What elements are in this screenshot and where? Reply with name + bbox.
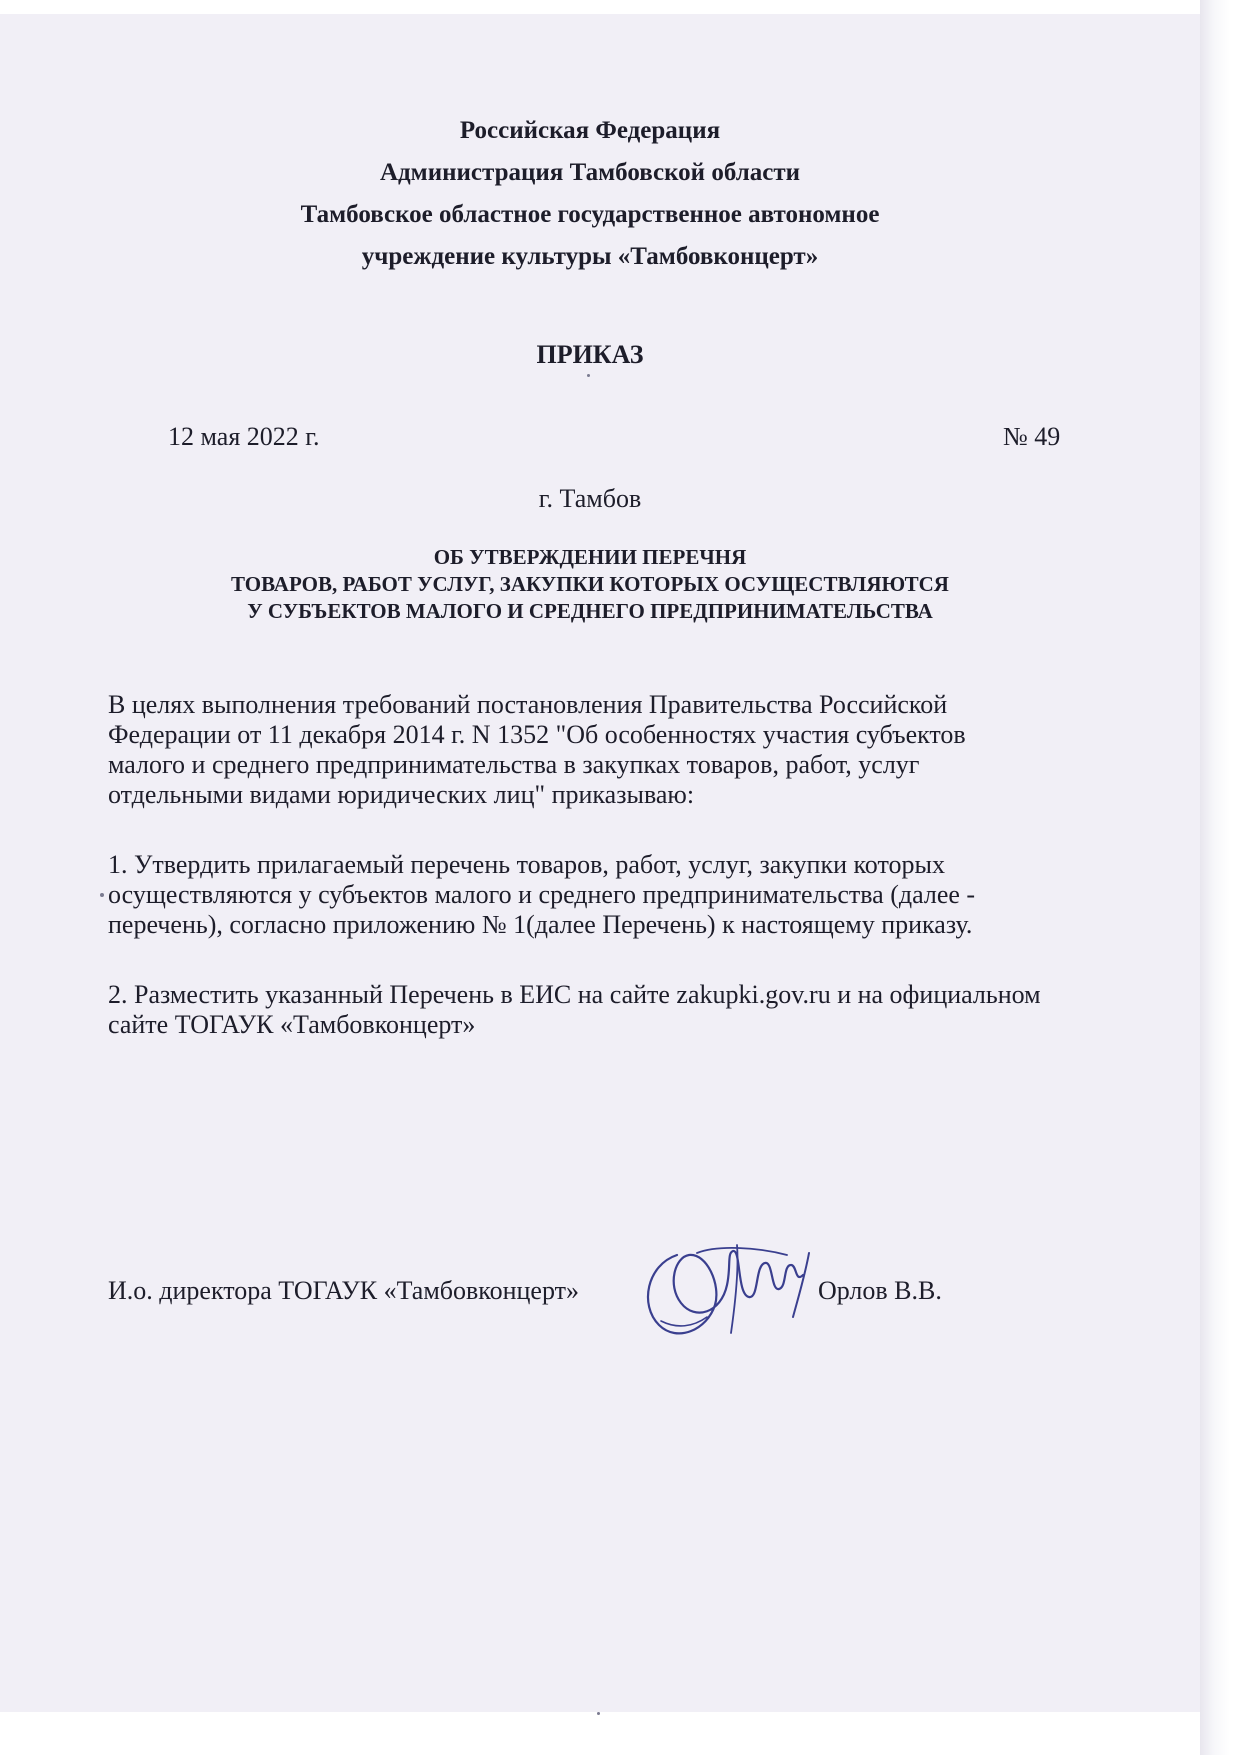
header-organization-line2: учреждение культуры «Тамбовконцерт» (361, 243, 819, 270)
paragraph-line: малого и среднего предпринимательства в закупках товаров, работ, услуг (108, 750, 920, 779)
order-item-2 (108, 980, 1128, 1040)
scan-right-edge (1200, 0, 1241, 1755)
preamble-paragraph (108, 690, 1128, 810)
document-number: № 49 (1003, 422, 1061, 451)
signatory-position: И.о. директора ТОГАУК «Тамбовконцерт» (108, 1276, 579, 1305)
paragraph-line: В целях выполнения требований постановления Правительства Российской (108, 690, 948, 719)
header-country: Российская Федерация (459, 117, 721, 144)
header-administration: Администрация Тамбовской области (379, 159, 801, 186)
scan-bottom-margin (0, 1712, 1241, 1755)
scan-speck (587, 374, 590, 377)
scan-top-margin (0, 0, 1241, 14)
paragraph-line: отдельными видами юридических лиц" приказываю: (108, 780, 695, 809)
signatory-name: Орлов В.В. (818, 1276, 942, 1305)
document-city: г. Тамбов (538, 484, 642, 513)
paragraph-line: 1. Утвердить прилагаемый перечень товаров, работ, услуг, закупки которых (108, 850, 945, 879)
order-item-1 (108, 850, 1128, 940)
document-type: ПРИКАЗ (536, 340, 644, 369)
header-organization-line1: Тамбовское областное государственное автономное (300, 201, 880, 228)
paragraph-line: осуществляются у субъектов малого и среднего предпринимательства (далее - (108, 880, 976, 909)
handwritten-signature (637, 1225, 827, 1345)
paragraph-line: перечень), согласно приложению № 1(далее Перечень) к настоящему приказу. (108, 910, 973, 939)
document-date: 12 мая 2022 г. (168, 422, 320, 451)
paragraph-line: сайте ТОГАУК «Тамбовконцерт» (108, 1010, 476, 1039)
subject-line: ОБ УТВЕРЖДЕНИИ ПЕРЕЧНЯ (433, 545, 747, 569)
subject-line: ТОВАРОВ, РАБОТ УСЛУГ, ЗАКУПКИ КОТОРЫХ ОСУЩЕСТВЛЯЮТСЯ (231, 572, 949, 596)
document-subject (0, 544, 1180, 625)
scan-speck (597, 1712, 600, 1715)
scan-speck (100, 893, 104, 897)
paragraph-line: Федерации от 11 декабря 2014 г. N 1352 "Об особенностях участия субъектов (108, 720, 966, 749)
subject-line: У СУБЪЕКТОВ МАЛОГО И СРЕДНЕГО ПРЕДПРИНИМАТЕЛЬСТВА (247, 599, 933, 623)
paragraph-line: 2. Разместить указанный Перечень в ЕИС на сайте zakupki.gov.ru и на официальном (108, 980, 1041, 1009)
